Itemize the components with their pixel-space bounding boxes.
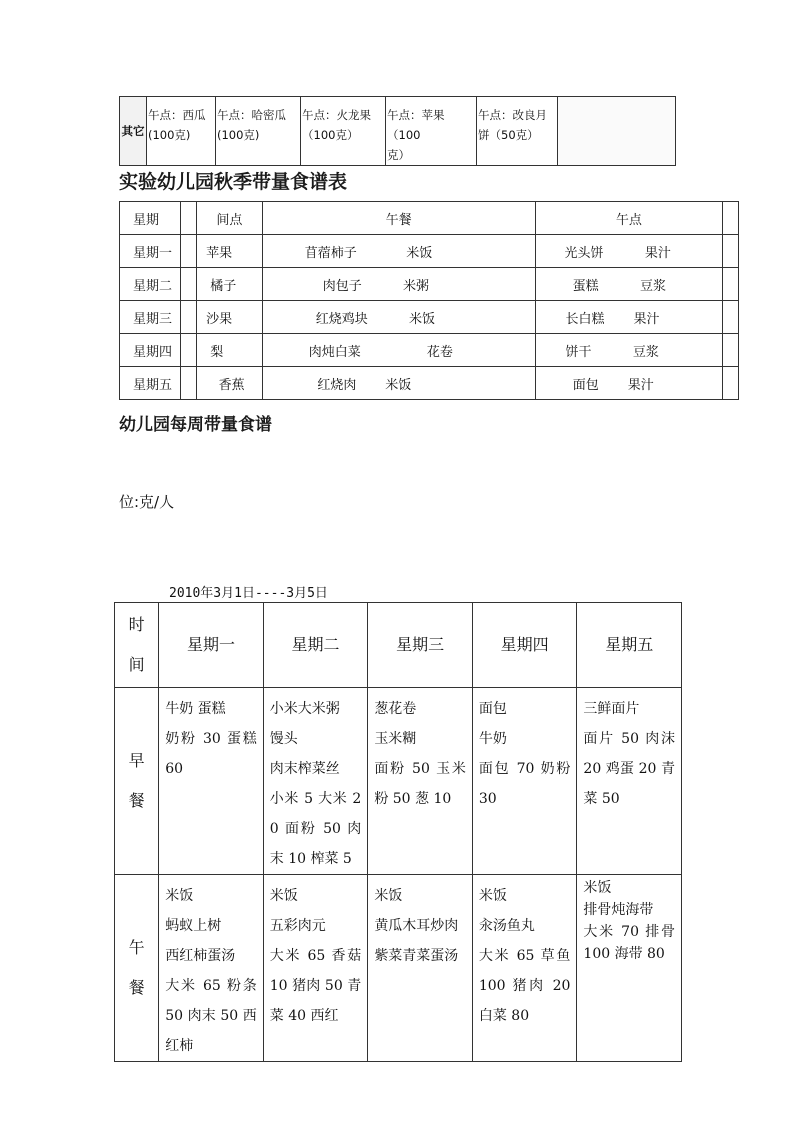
other-cell: 午点：改良月 饼（50克） [477, 97, 558, 166]
lunch-cell: 红烧肉 米饭 [262, 367, 535, 400]
day-header: 星期五 [577, 603, 682, 688]
snack-cell: 橘子 [197, 268, 263, 301]
autumn-menu-title: 实验幼儿园秋季带量食谱表 [119, 171, 348, 193]
lunch-cell: 红烧鸡块 米饭 [262, 301, 535, 334]
breakfast-cell: 面包 牛奶 面包 70 奶粉 30 [472, 688, 577, 875]
table-cell [723, 301, 739, 334]
table-cell [723, 235, 739, 268]
table-cell [723, 334, 739, 367]
day-cell: 星期三 [120, 301, 181, 334]
snack-cell: 苹果 [197, 235, 263, 268]
header-snack: 间点 [197, 202, 263, 235]
table-row [120, 235, 739, 268]
table-cell [181, 367, 197, 400]
time-header: 时 间 [115, 603, 159, 688]
other-label: 其它 [120, 97, 147, 166]
table-header-row [115, 603, 682, 688]
day-header: 星期三 [368, 603, 473, 688]
other-cell: 午点：火龙果 （100克） [301, 97, 386, 166]
day-cell: 星期二 [120, 268, 181, 301]
header-day: 星期 [120, 202, 181, 235]
date-range: 2010年3月1日----3月5日 [169, 586, 328, 601]
snack-cell: 香蕉 [197, 367, 263, 400]
snack-cell: 梨 [197, 334, 263, 367]
lunch-cell: 肉炖白菜 花卷 [262, 334, 535, 367]
lunch-cell: 米饭 蚂蚁上树 西红柿蛋汤 大米 65 粉条 50 肉末 50 西红柿 [159, 875, 264, 1062]
tea-cell: 饼干 豆浆 [535, 334, 723, 367]
header-tea: 午点 [535, 202, 723, 235]
table-row [120, 301, 739, 334]
weekly-menu-title: 幼儿园每周带量食谱 [119, 415, 272, 435]
tea-cell: 光头饼 果汁 [535, 235, 723, 268]
other-cell: 午点：苹果（100 克） [386, 97, 477, 166]
day-header: 星期一 [159, 603, 264, 688]
table-cell [181, 301, 197, 334]
table-cell [723, 367, 739, 400]
lunch-label: 午 餐 [115, 875, 159, 1062]
other-cell [558, 97, 676, 166]
table-cell [181, 235, 197, 268]
day-cell: 星期五 [120, 367, 181, 400]
table-cell [181, 268, 197, 301]
header-lunch: 午餐 [262, 202, 535, 235]
table-cell [723, 268, 739, 301]
lunch-cell: 米饭 黄瓜木耳炒肉 紫菜青菜蛋汤 [368, 875, 473, 1062]
table-row [115, 875, 682, 1062]
other-cell: 午点：哈密瓜 (100克) [216, 97, 301, 166]
table-cell [181, 202, 197, 235]
breakfast-cell: 三鲜面片 面片 50 肉沫 20 鸡蛋 20 青菜 50 [577, 688, 682, 875]
table-header-row [120, 202, 739, 235]
tea-cell: 长白糕 果汁 [535, 301, 723, 334]
table-row [120, 334, 739, 367]
breakfast-cell: 牛奶 蛋糕 奶粉 30 蛋糕 60 [159, 688, 264, 875]
autumn-menu-table [119, 201, 739, 400]
day-header: 星期四 [472, 603, 577, 688]
weekly-menu-table [114, 602, 682, 1062]
snack-cell: 沙果 [197, 301, 263, 334]
lunch-cell: 米饭 排骨炖海带 大米 70 排骨 100 海带 80 [577, 875, 682, 1062]
day-cell: 星期一 [120, 235, 181, 268]
breakfast-cell: 小米大米粥 馒头 肉末榨菜丝 小米 5 大米 20 面粉 50 肉末 10 榨菜 5 [263, 688, 368, 875]
lunch-cell: 苜蓿柿子 米饭 [262, 235, 535, 268]
table-cell [181, 334, 197, 367]
snack-strip-table [119, 96, 676, 166]
tea-cell: 蛋糕 豆浆 [535, 268, 723, 301]
tea-cell: 面包 果汁 [535, 367, 723, 400]
table-cell [723, 202, 739, 235]
lunch-cell: 米饭 汆汤鱼丸 大米 65 草鱼 100 猪肉 20 白菜 80 [472, 875, 577, 1062]
breakfast-label: 早 餐 [115, 688, 159, 875]
lunch-cell: 肉包子 米粥 [262, 268, 535, 301]
breakfast-cell: 葱花卷 玉米糊 面粉 50 玉米粉 50 葱 10 [368, 688, 473, 875]
table-row [120, 367, 739, 400]
unit-label: 位:克/人 [119, 493, 175, 511]
table-row [120, 268, 739, 301]
day-cell: 星期四 [120, 334, 181, 367]
lunch-cell: 米饭 五彩肉元 大米 65 香菇 10 猪肉 50 青菜 40 西红 [263, 875, 368, 1062]
day-header: 星期二 [263, 603, 368, 688]
table-row [115, 688, 682, 875]
other-cell: 午点：西瓜 (100克) [147, 97, 216, 166]
